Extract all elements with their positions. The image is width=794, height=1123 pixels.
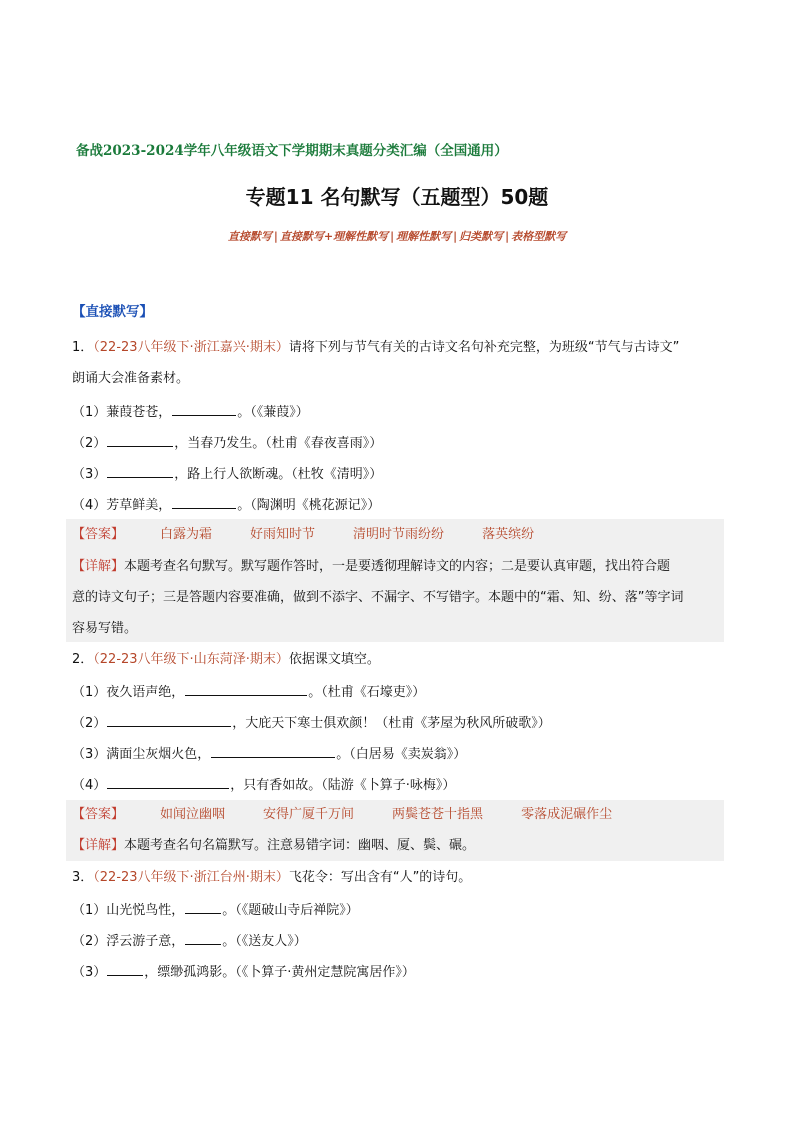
tag-direct-understanding: 直接默写+理解性默写	[279, 230, 389, 243]
q1-answer-row	[72, 525, 534, 545]
answer-label: 【答案】	[72, 527, 125, 542]
tag-categorized: 归类默写	[459, 230, 504, 243]
detail-label: 【详解】	[72, 559, 125, 574]
series-banner: 备战2023-2024学年八年级语文下学期期末真题分类汇编（全国通用）	[76, 143, 508, 159]
answer-blank[interactable]	[185, 899, 221, 914]
answer-item: 两鬓苍苍十指黑	[392, 807, 484, 822]
q2-stem-text: 依据课文填空。	[288, 652, 380, 667]
answer-item: 落英缤纷	[482, 527, 535, 542]
tag-table: 表格型默写	[511, 230, 567, 243]
answer-blank[interactable]	[107, 712, 231, 727]
answer-item: 白露为霜	[160, 527, 213, 542]
answer-label: 【答案】	[72, 807, 125, 822]
q2-item-2: （2） ，大庇天下寒士俱欢颜！（杜甫《茅屋为秋风所破歌》）	[72, 712, 551, 734]
q1-item-3: （3） ，路上行人欲断魂。（杜牧《清明》）	[72, 463, 382, 485]
tag-direct: 直接默写	[227, 230, 272, 243]
q1-item-2: （2） ，当春乃发生。（杜甫《春夜喜雨》）	[72, 432, 382, 454]
q1-stem	[72, 338, 679, 358]
answer-blank[interactable]	[172, 401, 236, 416]
answer-item: 如闻泣幽咽	[160, 807, 226, 822]
q3-item-1: （1）山光悦鸟性， 。（《题破山寺后禅院》）	[72, 899, 359, 921]
section-heading: 【直接默写】	[72, 304, 153, 320]
answer-item: 好雨知时节	[250, 527, 316, 542]
q3-source: （22-23八年级下·浙江台州·期末）	[93, 870, 289, 885]
answer-blank[interactable]	[211, 743, 335, 758]
q1-explanation: 【详解】本题考查名句默写。默写题作答时，一是要透彻理解诗文的内容；二是要认真审题，找出符合题 意的诗文句子；三是答题内容要准确，做到不添字、不漏字、不写错字。本题中的“霜、知、纷、落”等字词 容易写错。	[72, 559, 684, 636]
q2-source: （22-23八年级下·山东菏泽·期末）	[93, 652, 289, 667]
page-title: 专题11 名句默写（五题型）50题	[245, 185, 549, 209]
answer-blank[interactable]	[185, 930, 221, 945]
q1-stem-text: 请将下列与节气有关的古诗文名句补充完整，为班级“节气与古诗文”	[288, 340, 680, 355]
q1-number: 1．	[72, 340, 94, 355]
q2-item-4: （4） ，只有香如故。（陆游《卜算子·咏梅》）	[72, 774, 455, 796]
q1-stem-cont: 朗诵大会准备素材。	[72, 371, 190, 386]
q1-item-4: （4）芳草鲜美， 。（陶渊明《桃花源记》）	[72, 494, 380, 516]
detail-label: 【详解】	[72, 838, 125, 853]
question-type-tags: 直接默写 | 直接默写+理解性默写 | 理解性默写 | 归类默写 | 表格型默写	[227, 230, 567, 243]
q2-explanation: 【详解】本题考查名句名篇默写。注意易错字词：幽咽、厦、鬓、碾。	[72, 838, 476, 853]
answer-blank[interactable]	[107, 774, 229, 789]
q3-item-3: （3） ，缥缈孤鸿影。（《卜算子·黄州定慧院寓居作》）	[72, 961, 415, 983]
answer-blank[interactable]	[107, 432, 173, 447]
q2-item-1: （1）夜久语声绝， 。（杜甫《石壕吏》）	[72, 681, 425, 703]
q3-number: 3．	[72, 870, 94, 885]
q2-number: 2．	[72, 652, 94, 667]
answer-blank[interactable]	[107, 961, 143, 976]
q3-item-2: （2）浮云游子意， 。（《送友人》）	[72, 930, 307, 952]
answer-blank[interactable]	[107, 463, 173, 478]
q2-stem	[72, 650, 380, 670]
q2-item-3: （3）满面尘灰烟火色， 。（白居易《卖炭翁》）	[72, 743, 466, 765]
q3-stem-text: 飞花令：写出含有“人”的诗句。	[288, 870, 472, 885]
answer-blank[interactable]	[172, 494, 236, 509]
q3-stem	[72, 868, 471, 888]
answer-item: 零落成泥碾作尘	[521, 807, 613, 822]
answer-item: 安得广厦千万间	[263, 807, 355, 822]
q1-source: （22-23八年级下·浙江嘉兴·期末）	[93, 340, 289, 355]
answer-blank[interactable]	[185, 681, 307, 696]
answer-item: 清明时节雨纷纷	[353, 527, 445, 542]
q2-answer-row	[72, 805, 612, 825]
q1-item-1: （1）蒹葭苍苍， 。（《蒹葭》）	[72, 401, 309, 423]
tag-understanding: 理解性默写	[396, 230, 452, 243]
